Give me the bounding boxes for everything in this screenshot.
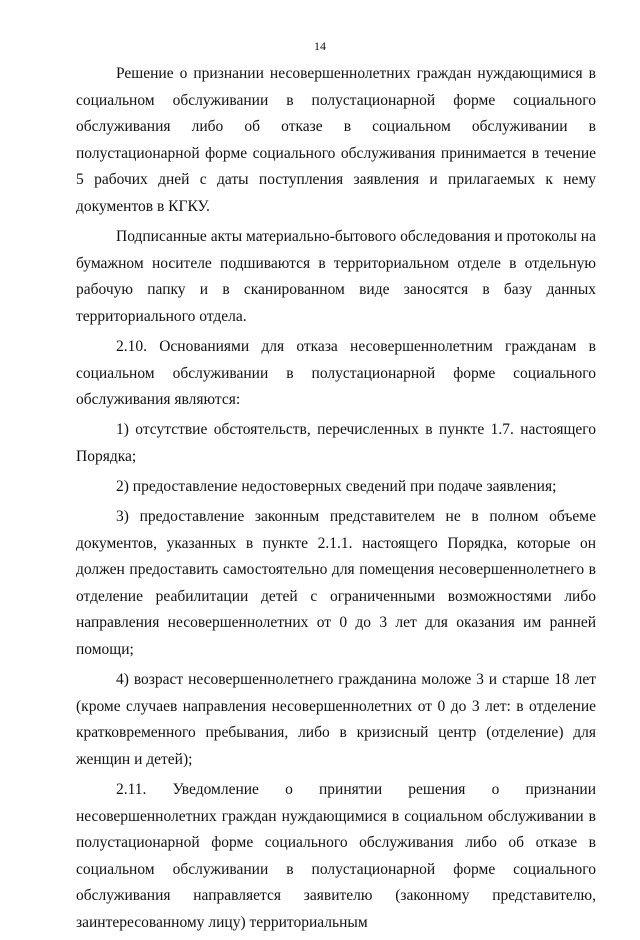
document-body	[76, 61, 596, 940]
list-item-3: 3) предоставление законным представителем не в полном объеме документов, указанных в пункте 2.1.1. настоящего Порядка, которые он должен предоставить самостоятельно для помещения несовершеннолетнего в отделение реабилитации детей с ограниченными возможностями либо направления несовершеннолетних от 0 до 3 лет для оказания им ранней помощи;	[76, 508, 596, 658]
paragraph-2-11-notification: 2.11. Уведомление о принятии решения о признании несовершеннолетних граждан нуждающимися в социальном обслуживании в полустационарной форме социального обслуживания либо об отказе в социальном обслуживании в полустационарной форме социального обслуживания направляется заявителю (законному представителю, заинтересованному лицу) территориальным	[76, 780, 596, 931]
paragraph-2-10-refusal-grounds: 2.10. Основаниями для отказа несовершеннолетним гражданам в социальном обслуживании в полустационарной форме социального обслуживания являются:	[76, 337, 596, 409]
list-item-4: 4) возраст несовершеннолетнего гражданина моложе 3 и старше 18 лет (кроме случаев направления несовершеннолетних от 0 до 3 лет: в отделение кратковременного пребывания, либо в кризисный центр (отделение) для женщин и детей);	[76, 671, 596, 768]
list-item-2: 2) предоставление недостоверных сведений при подаче заявления;	[116, 477, 557, 495]
page-number: 14	[314, 39, 326, 53]
paragraph-signed-acts: Подписанные акты материально-бытового обследования и протоколы на бумажном носителе подшиваются в территориальном отделе в отдельную рабочую папку и в сканированном виде заносятся в базу данных территориального отдела.	[76, 228, 596, 325]
list-item-1: 1) отсутствие обстоятельств, перечисленных в пункте 1.7. настоящего Порядка;	[76, 421, 596, 465]
paragraph-decision-timing: Решение о признании несовершеннолетних граждан нуждающимися в социальном обслуживании в полустационарной форме социального обслуживания либо об отказе в социальном обслуживании в полустационарной форме социального обслуживания принимается в течение 5 рабочих дней с даты поступления заявления и прилагаемых к нему документов в КГКУ.	[76, 65, 596, 215]
